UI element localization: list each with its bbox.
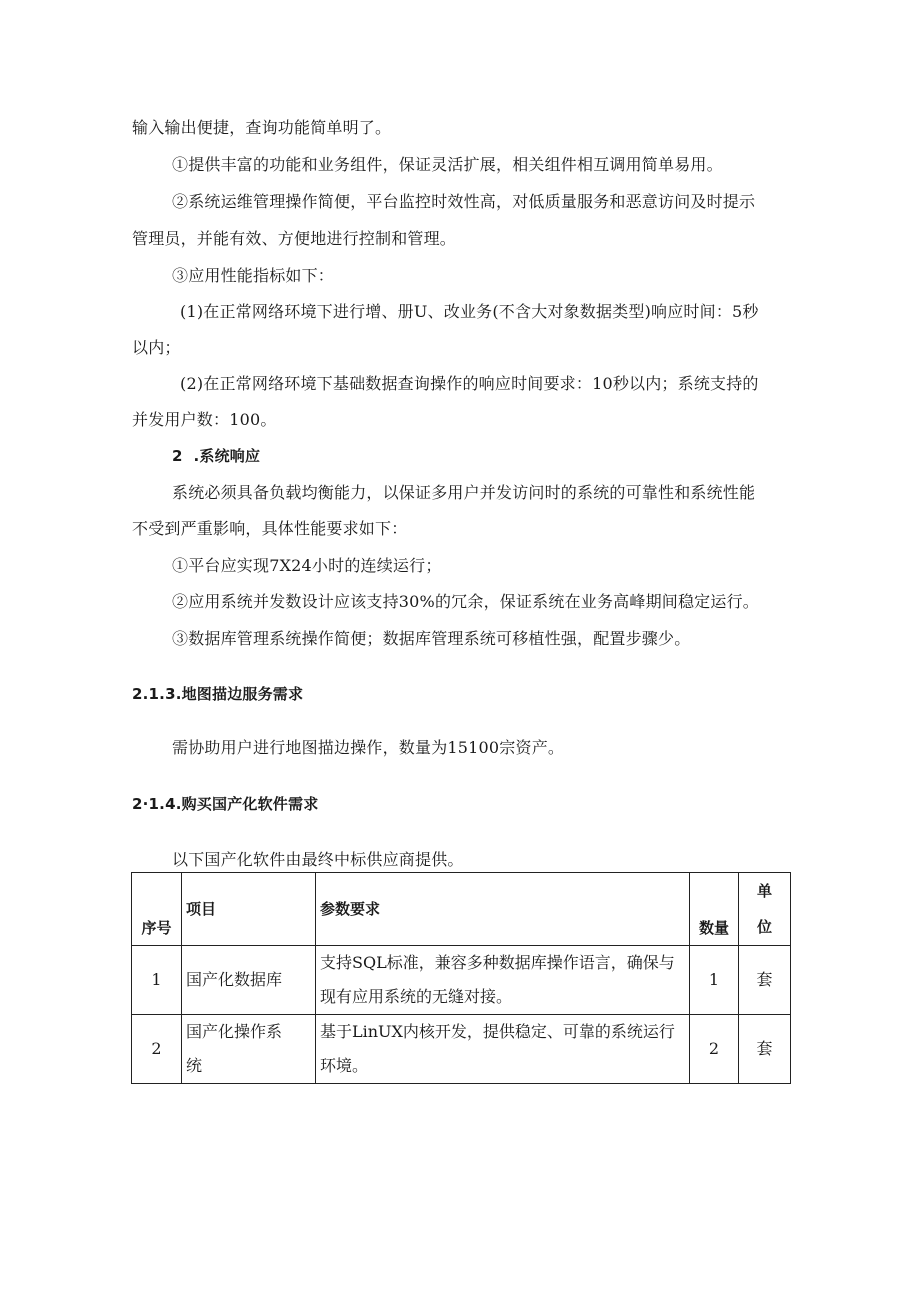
section-heading-software: 2·1.4.购买国产化软件需求 [132, 795, 319, 813]
list-item-uptime: ①平台应实现7X24小时的连续运行； [172, 556, 442, 575]
header-unit-part2: 位 [756, 918, 772, 936]
perf-item-2-line2: 并发用户数：100。 [132, 410, 277, 429]
list-item-component: ①提供丰富的功能和业务组件，保证灵活扩展，相关组件相互调用简单易用。 [172, 155, 723, 174]
table-row [132, 1015, 791, 1084]
header-no: 序号 [132, 873, 182, 946]
list-item-redundancy: ②应用系统并发数设计应该支持30%的冗余，保证系统在业务高峰期间稳定运行。 [172, 592, 759, 611]
cell-no: 2 [132, 1015, 182, 1084]
table-row [132, 946, 791, 1015]
paragraph-map: 需协助用户进行地图描边操作，数量为15100宗资产。 [172, 738, 565, 757]
cell-param-line1: 基于LinUX内核开发，提供稳定、可靠的系统运行 [320, 1022, 675, 1041]
list-item-database: ③数据库管理系统操作简便；数据库管理系统可移植性强，配置步骤少。 [172, 629, 691, 648]
cell-param-line2: 现有应用系统的无缝对接。 [320, 987, 513, 1006]
perf-item-1-line1: (1)在正常网络环境下进行增、册U、改业务(不含大对象数据类型)响应时间：5秒 [180, 302, 759, 321]
cell-no: 1 [132, 946, 182, 1015]
cell-item-line2: 统 [186, 1056, 203, 1075]
cell-item [182, 1015, 316, 1084]
paragraph-load-balance-line2: 不受到严重影响，具体性能要求如下： [132, 519, 408, 538]
perf-item-1-line2: 以内； [132, 338, 181, 357]
header-qty: 数量 [690, 873, 739, 946]
cell-qty: 1 [690, 946, 739, 1015]
section-heading-response: 2 .系统响应 [172, 447, 261, 465]
perf-item-2-line1: (2)在正常网络环境下基础数据查询操作的响应时间要求：10秒以内；系统支持的 [180, 374, 759, 393]
cell-param-line1: 支持SQL标准，兼容多种数据库操作语言，确保与 [320, 953, 675, 972]
header-param: 参数要求 [316, 873, 690, 946]
list-item-performance: ③应用性能指标如下： [172, 266, 335, 285]
table-header-row [132, 873, 791, 946]
paragraph: 输入输出便捷，查询功能简单明了。 [132, 118, 392, 137]
software-table [131, 872, 791, 1084]
cell-param [316, 946, 690, 1015]
cell-unit: 套 [739, 1015, 791, 1084]
header-unit [739, 873, 791, 946]
list-item-ops-line1: ②系统运维管理操作简便，平台监控时效性高，对低质量服务和恶意访问及时提示 [172, 192, 756, 211]
cell-item: 国产化数据库 [182, 946, 316, 1015]
cell-param-line2: 环境。 [320, 1056, 369, 1075]
header-item: 项目 [182, 873, 316, 946]
paragraph-software: 以下国产化软件由最终中标供应商提供。 [172, 850, 464, 869]
cell-qty: 2 [690, 1015, 739, 1084]
list-item-ops-line2: 管理员，并能有效、方便地进行控制和管理。 [132, 229, 457, 248]
header-unit-part1: 单 [756, 882, 772, 900]
cell-item-line1: 国产化操作系 [186, 1022, 283, 1041]
section-heading-map: 2.1.3.地图描边服务需求 [132, 685, 304, 703]
cell-param [316, 1015, 690, 1084]
cell-unit: 套 [739, 946, 791, 1015]
paragraph-load-balance-line1: 系统必须具备负载均衡能力，以保证多用户并发访问时的系统的可靠性和系统性能 [172, 483, 756, 502]
